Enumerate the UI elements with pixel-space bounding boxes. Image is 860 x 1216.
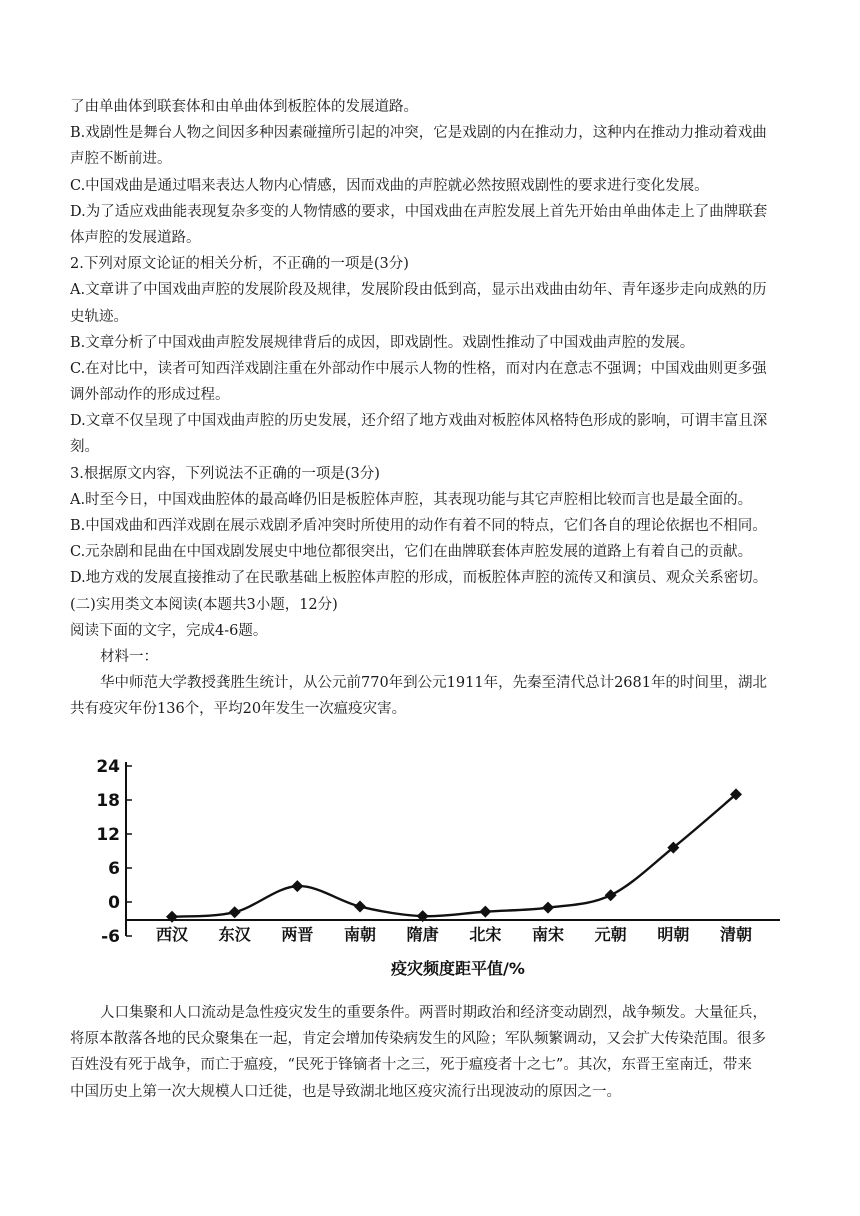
- text-line: 体声腔的发展道路。: [70, 229, 201, 246]
- text-line: A.时至今日，中国戏曲腔体的最高峰仍旧是板腔体声腔，其表现功能与其它声腔相比较而言也是最全面的。: [70, 491, 753, 508]
- x-tick-label: 清朝: [719, 925, 753, 944]
- question-text-block: [70, 94, 796, 723]
- paragraph-line: 人口集聚和人口流动是急性疫灾发生的重要条件。两晋时期政治和经济变动剧烈，战争频发。大量征兵，: [100, 1005, 767, 1021]
- text-line: 声腔不断前进。: [70, 151, 172, 168]
- text-line: A.文章讲了中国戏曲声腔的发展阶段及规律，发展阶段由低到高，显示出戏曲由幼年、青年逐步走向成熟的历: [70, 282, 767, 299]
- y-tick-label: 24: [96, 757, 120, 777]
- data-point-marker: [291, 880, 303, 892]
- text-line: B.戏剧性是舞台人物之间因多种因素碰撞所引起的冲突，它是戏剧的内在推动力，这种内在推动力推动着戏曲: [70, 125, 767, 142]
- paragraph-line: 将原本散落各地的民众聚集在一起，肯定会增加传染病发生的风险；军队频繁调动，又会扩大传染范围。很多: [70, 1031, 766, 1048]
- text-line: (二)实用类文本阅读(本题共3小题，12分): [70, 596, 338, 613]
- x-tick-label: 南朝: [343, 925, 377, 944]
- x-tick-label: 北宋: [469, 925, 502, 944]
- data-point-marker: [229, 906, 241, 918]
- y-tick-label: 6: [108, 859, 120, 879]
- text-line: 调外部动作的形成过程。: [70, 387, 230, 404]
- text-line: 了由单曲体到联套体和由单曲体到板腔体的发展道路。: [70, 99, 418, 115]
- data-point-marker: [605, 889, 617, 901]
- paragraph-line: 百姓没有死于战争，而亡于瘟疫，“民死于锋镝者十之三，死于瘟疫者十之七”。其次，东晋王室南迁，带来: [70, 1057, 752, 1074]
- text-line: 刻。: [70, 439, 99, 456]
- paragraph-line: 中国历史上第一次大规模人口迁徙，也是导致湖北地区疫灾流行出现波动的原因之一。: [70, 1083, 621, 1100]
- x-tick-label: 南宋: [531, 925, 565, 944]
- x-tick-label: 西汉: [155, 925, 189, 944]
- text-line: 共有疫灾年份136个，平均20年发生一次瘟疫灾害。: [70, 701, 407, 718]
- text-line: 史轨迹。: [70, 308, 128, 325]
- epidemic-frequency-line-chart: [68, 752, 796, 984]
- y-tick-label: 18: [96, 791, 120, 811]
- text-line: 3.根据原文内容，下列说法不正确的一项是(3分): [70, 465, 380, 482]
- series-line: [172, 794, 736, 916]
- x-tick-label: 隋唐: [406, 925, 439, 944]
- text-line: C.中国戏曲是通过唱来表达人物内心情感，因而戏曲的声腔就必然按照戏剧性的要求进行变化发展。: [70, 177, 709, 194]
- text-line: 2.下列对原文论证的相关分析，不正确的一项是(3分): [70, 256, 409, 273]
- text-line: C.在对比中，读者可知西洋戏剧注重在外部动作中展示人物的性格，而对内在意志不强调；中国戏曲则更多强: [70, 360, 767, 377]
- text-line: D.文章不仅呈现了中国戏曲声腔的历史发展，还介绍了地方戏曲对板腔体风格特色形成的影响，可谓丰富且深: [70, 413, 768, 430]
- text-line: 华中师范大学教授龚胜生统计，从公元前770年到公元1911年，先秦至清代总计2681年的时间里，湖北: [100, 675, 767, 692]
- data-point-marker: [479, 906, 491, 918]
- material-paragraph: [70, 1000, 796, 1105]
- text-line: 阅读下面的文字，完成4-6题。: [70, 622, 268, 639]
- text-line: 材料一：: [100, 648, 158, 665]
- y-tick-label: 0: [108, 893, 120, 913]
- data-point-marker: [542, 902, 554, 914]
- x-tick-label: 明朝: [657, 925, 690, 944]
- text-line: D.为了适应戏曲能表现复杂多变的人物情感的要求，中国戏曲在声腔发展上首先开始由单曲体走上了曲牌联套: [70, 203, 768, 220]
- x-tick-label: 东汉: [218, 925, 251, 944]
- y-tick-label: -6: [101, 927, 120, 947]
- text-line: D.地方戏的发展直接推动了在民歌基础上板腔体声腔的形成，而板腔体声腔的流传又和演员、观众关系密切。: [70, 570, 768, 587]
- data-point-marker: [354, 901, 366, 913]
- y-tick-label: 12: [96, 825, 120, 845]
- x-axis-label: 疫灾频度距平值/%: [391, 959, 525, 978]
- text-line: B.中国戏曲和西洋戏剧在展示戏剧矛盾冲突时所使用的动作有着不同的特点，它们各自的理论依据也不相同。: [70, 518, 767, 534]
- x-tick-label: 两晋: [281, 925, 314, 944]
- text-line: C.元杂剧和昆曲在中国戏剧发展史中地位都很突出，它们在曲牌联套体声腔发展的道路上有着自己的贡献。: [70, 544, 753, 561]
- x-tick-label: 元朝: [594, 925, 627, 944]
- text-line: B.文章分析了中国戏曲声腔发展规律背后的成因，即戏剧性。戏剧性推动了中国戏曲声腔的发展。: [70, 334, 695, 351]
